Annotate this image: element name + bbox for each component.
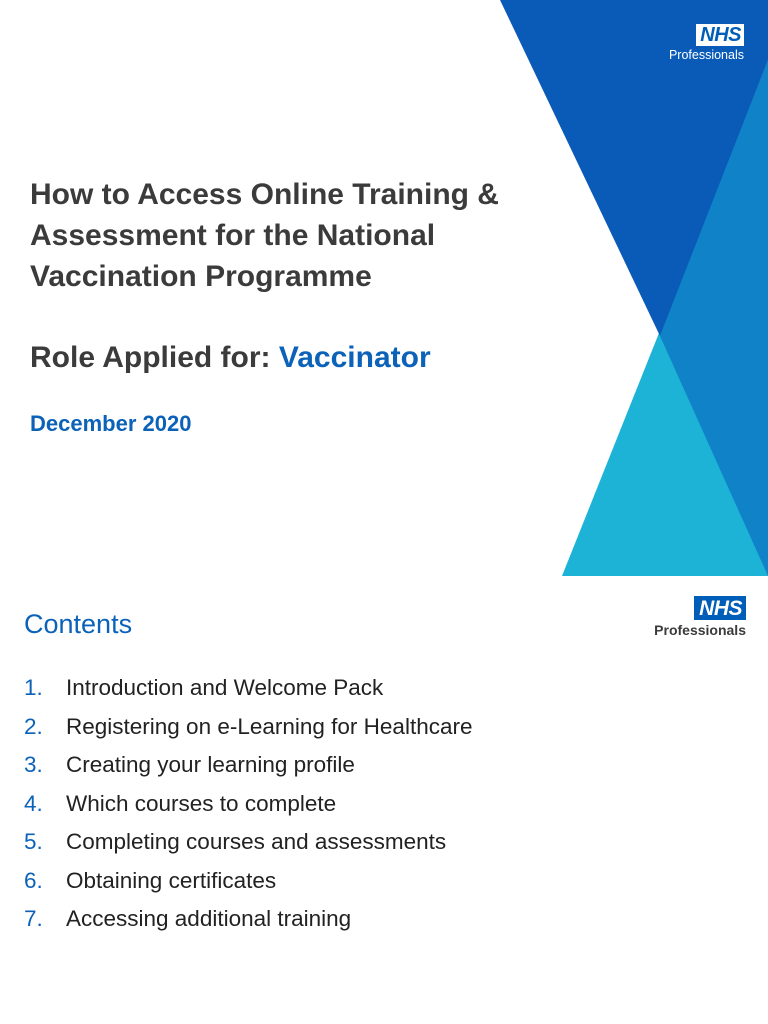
item-number: 2.	[24, 713, 43, 739]
nhs-logo-subtitle: Professionals	[654, 622, 746, 638]
nhs-professionals-logo	[669, 24, 744, 62]
item-number: 7.	[24, 906, 43, 932]
nhs-logo-mark: NHS	[694, 596, 746, 620]
role-value: Vaccinator	[278, 341, 431, 374]
role-heading	[30, 338, 431, 378]
list-item	[24, 708, 472, 747]
item-number: 3.	[24, 752, 43, 778]
item-label: Registering on e-Learning for Healthcare	[66, 713, 473, 739]
item-label: Which courses to complete	[66, 790, 337, 816]
list-item	[24, 862, 472, 901]
item-number: 1.	[24, 675, 43, 701]
item-label: Completing courses and assessments	[66, 829, 447, 855]
list-item	[24, 785, 472, 824]
list-item	[24, 823, 472, 862]
item-number: 5.	[24, 829, 43, 855]
date-label: December 2020	[30, 411, 192, 436]
list-item	[24, 746, 472, 785]
item-label: Accessing additional training	[66, 906, 352, 932]
nhs-logo-mark: NHS	[696, 24, 744, 46]
item-label: Obtaining certificates	[66, 867, 277, 893]
item-number: 4.	[24, 790, 43, 816]
role-label: Role Applied for:	[30, 341, 271, 374]
contents-heading: Contents	[24, 609, 133, 639]
list-item	[24, 669, 472, 708]
contents-slide	[0, 576, 768, 1024]
item-number: 6.	[24, 867, 43, 893]
nhs-professionals-logo	[654, 596, 746, 637]
item-label: Creating your learning profile	[66, 752, 355, 778]
nhs-logo-subtitle: Professionals	[668, 48, 744, 62]
item-label: Introduction and Welcome Pack	[66, 675, 384, 701]
list-item	[24, 900, 472, 939]
page-title: How to Access Online Training & Assessment for the National Vaccination Programme	[30, 178, 499, 293]
contents-list	[24, 669, 472, 939]
